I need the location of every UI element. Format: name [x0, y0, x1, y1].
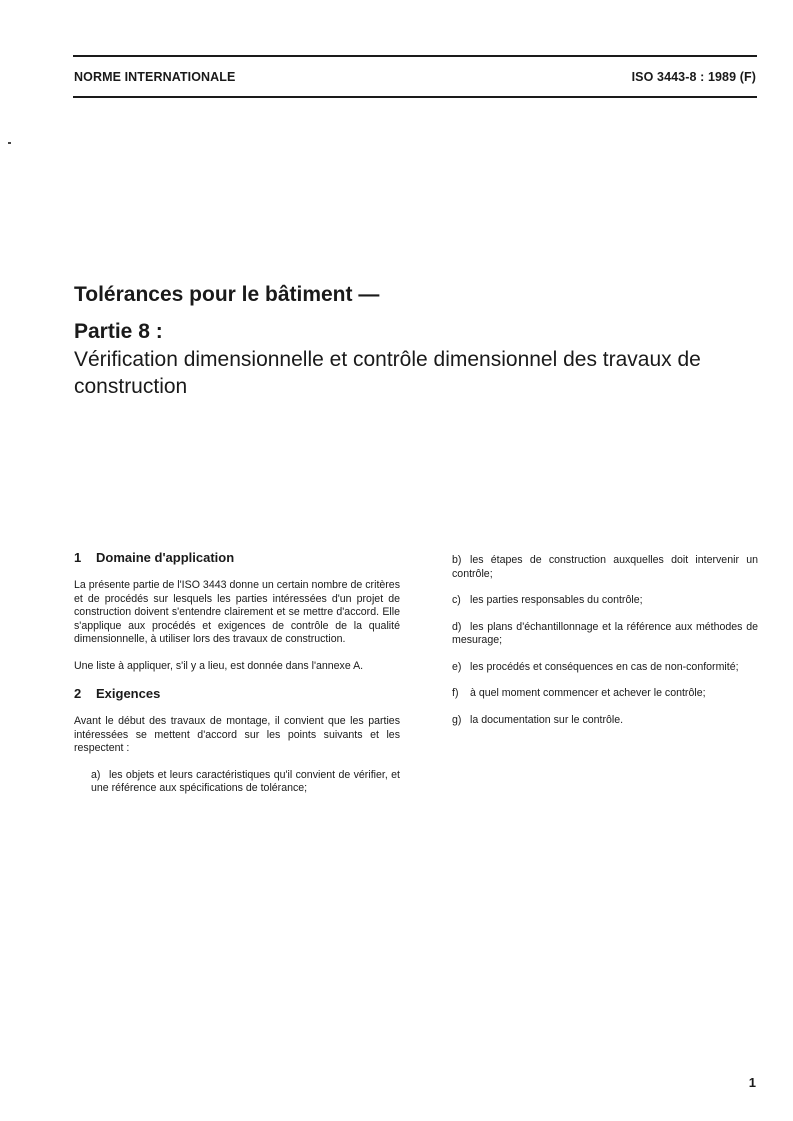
list-text: à quel moment commencer et achever le contrôle;: [470, 687, 706, 699]
requirements-paragraph: Avant le début des travaux de montage, il convient que les parties intéressées se mettent d'accord sur les points suivants et les respectent :: [74, 715, 400, 754]
standard-reference: ISO 3443-8 : 1989 (F): [631, 70, 756, 84]
list-item: [452, 594, 758, 608]
list-text: les objets et leurs caractéristiques qu'il convient de vérifier, et une référence aux spécifications de tolérance;: [91, 768, 400, 794]
list-item: [452, 554, 758, 581]
list-text: la documentation sur le contrôle.: [470, 713, 624, 726]
section-heading-requirements: [74, 686, 400, 702]
list-text: les parties responsables du contrôle;: [470, 594, 643, 606]
list-item: [452, 661, 758, 675]
list-item: [452, 687, 758, 701]
scan-artifact: [8, 142, 11, 144]
section-heading-scope: [74, 550, 400, 566]
annex-paragraph: Une liste à appliquer, s'il y a lieu, est donnée dans l'annexe A.: [74, 659, 364, 672]
header-top-rule: [73, 55, 757, 57]
section-number: 2: [74, 686, 82, 701]
page-number: 1: [748, 1075, 756, 1090]
list-marker: e): [452, 660, 462, 673]
document-type: NORME INTERNATIONALE: [74, 70, 236, 84]
part-title: Partie 8 :: [74, 320, 163, 343]
list-marker: c): [452, 594, 461, 606]
list-item: [452, 714, 758, 728]
document-title: Tolérances pour le bâtiment —: [74, 283, 380, 306]
list-text: les étapes de construction auxquelles doit intervenir un contrôle;: [452, 554, 758, 580]
list-marker: a): [91, 768, 101, 781]
list-text: les plans d'échantillonnage et la référence aux méthodes de mesurage;: [452, 620, 758, 646]
list-marker: b): [452, 554, 462, 566]
left-column: [74, 550, 400, 809]
list-item: [452, 621, 758, 648]
header-bottom-rule: [73, 96, 757, 98]
section-number: 1: [74, 550, 82, 565]
section-title: Domaine d'application: [96, 550, 235, 565]
list-marker: g): [452, 713, 462, 726]
section-title: Exigences: [96, 686, 161, 701]
list-marker: f): [452, 687, 459, 699]
list-item: [91, 769, 400, 796]
list-text: les procédés et conséquences en cas de non-conformité;: [470, 660, 739, 673]
right-column: [452, 554, 758, 740]
scope-paragraph: La présente partie de l'ISO 3443 donne un certain nombre de critères et de procédés sur lesquels les parties intéressées d'un projet de construction doivent s'entendre clairement et se mettre d'accord. Elle s'applique aux procédés et exigences de contrôle de la qualité dimensionnelle, à utiliser lors des travaux de construction.: [74, 579, 400, 645]
part-subtitle: Vérification dimensionnelle et contrôle dimensionnel des travaux de construction: [74, 348, 701, 398]
list-marker: d): [452, 620, 462, 633]
